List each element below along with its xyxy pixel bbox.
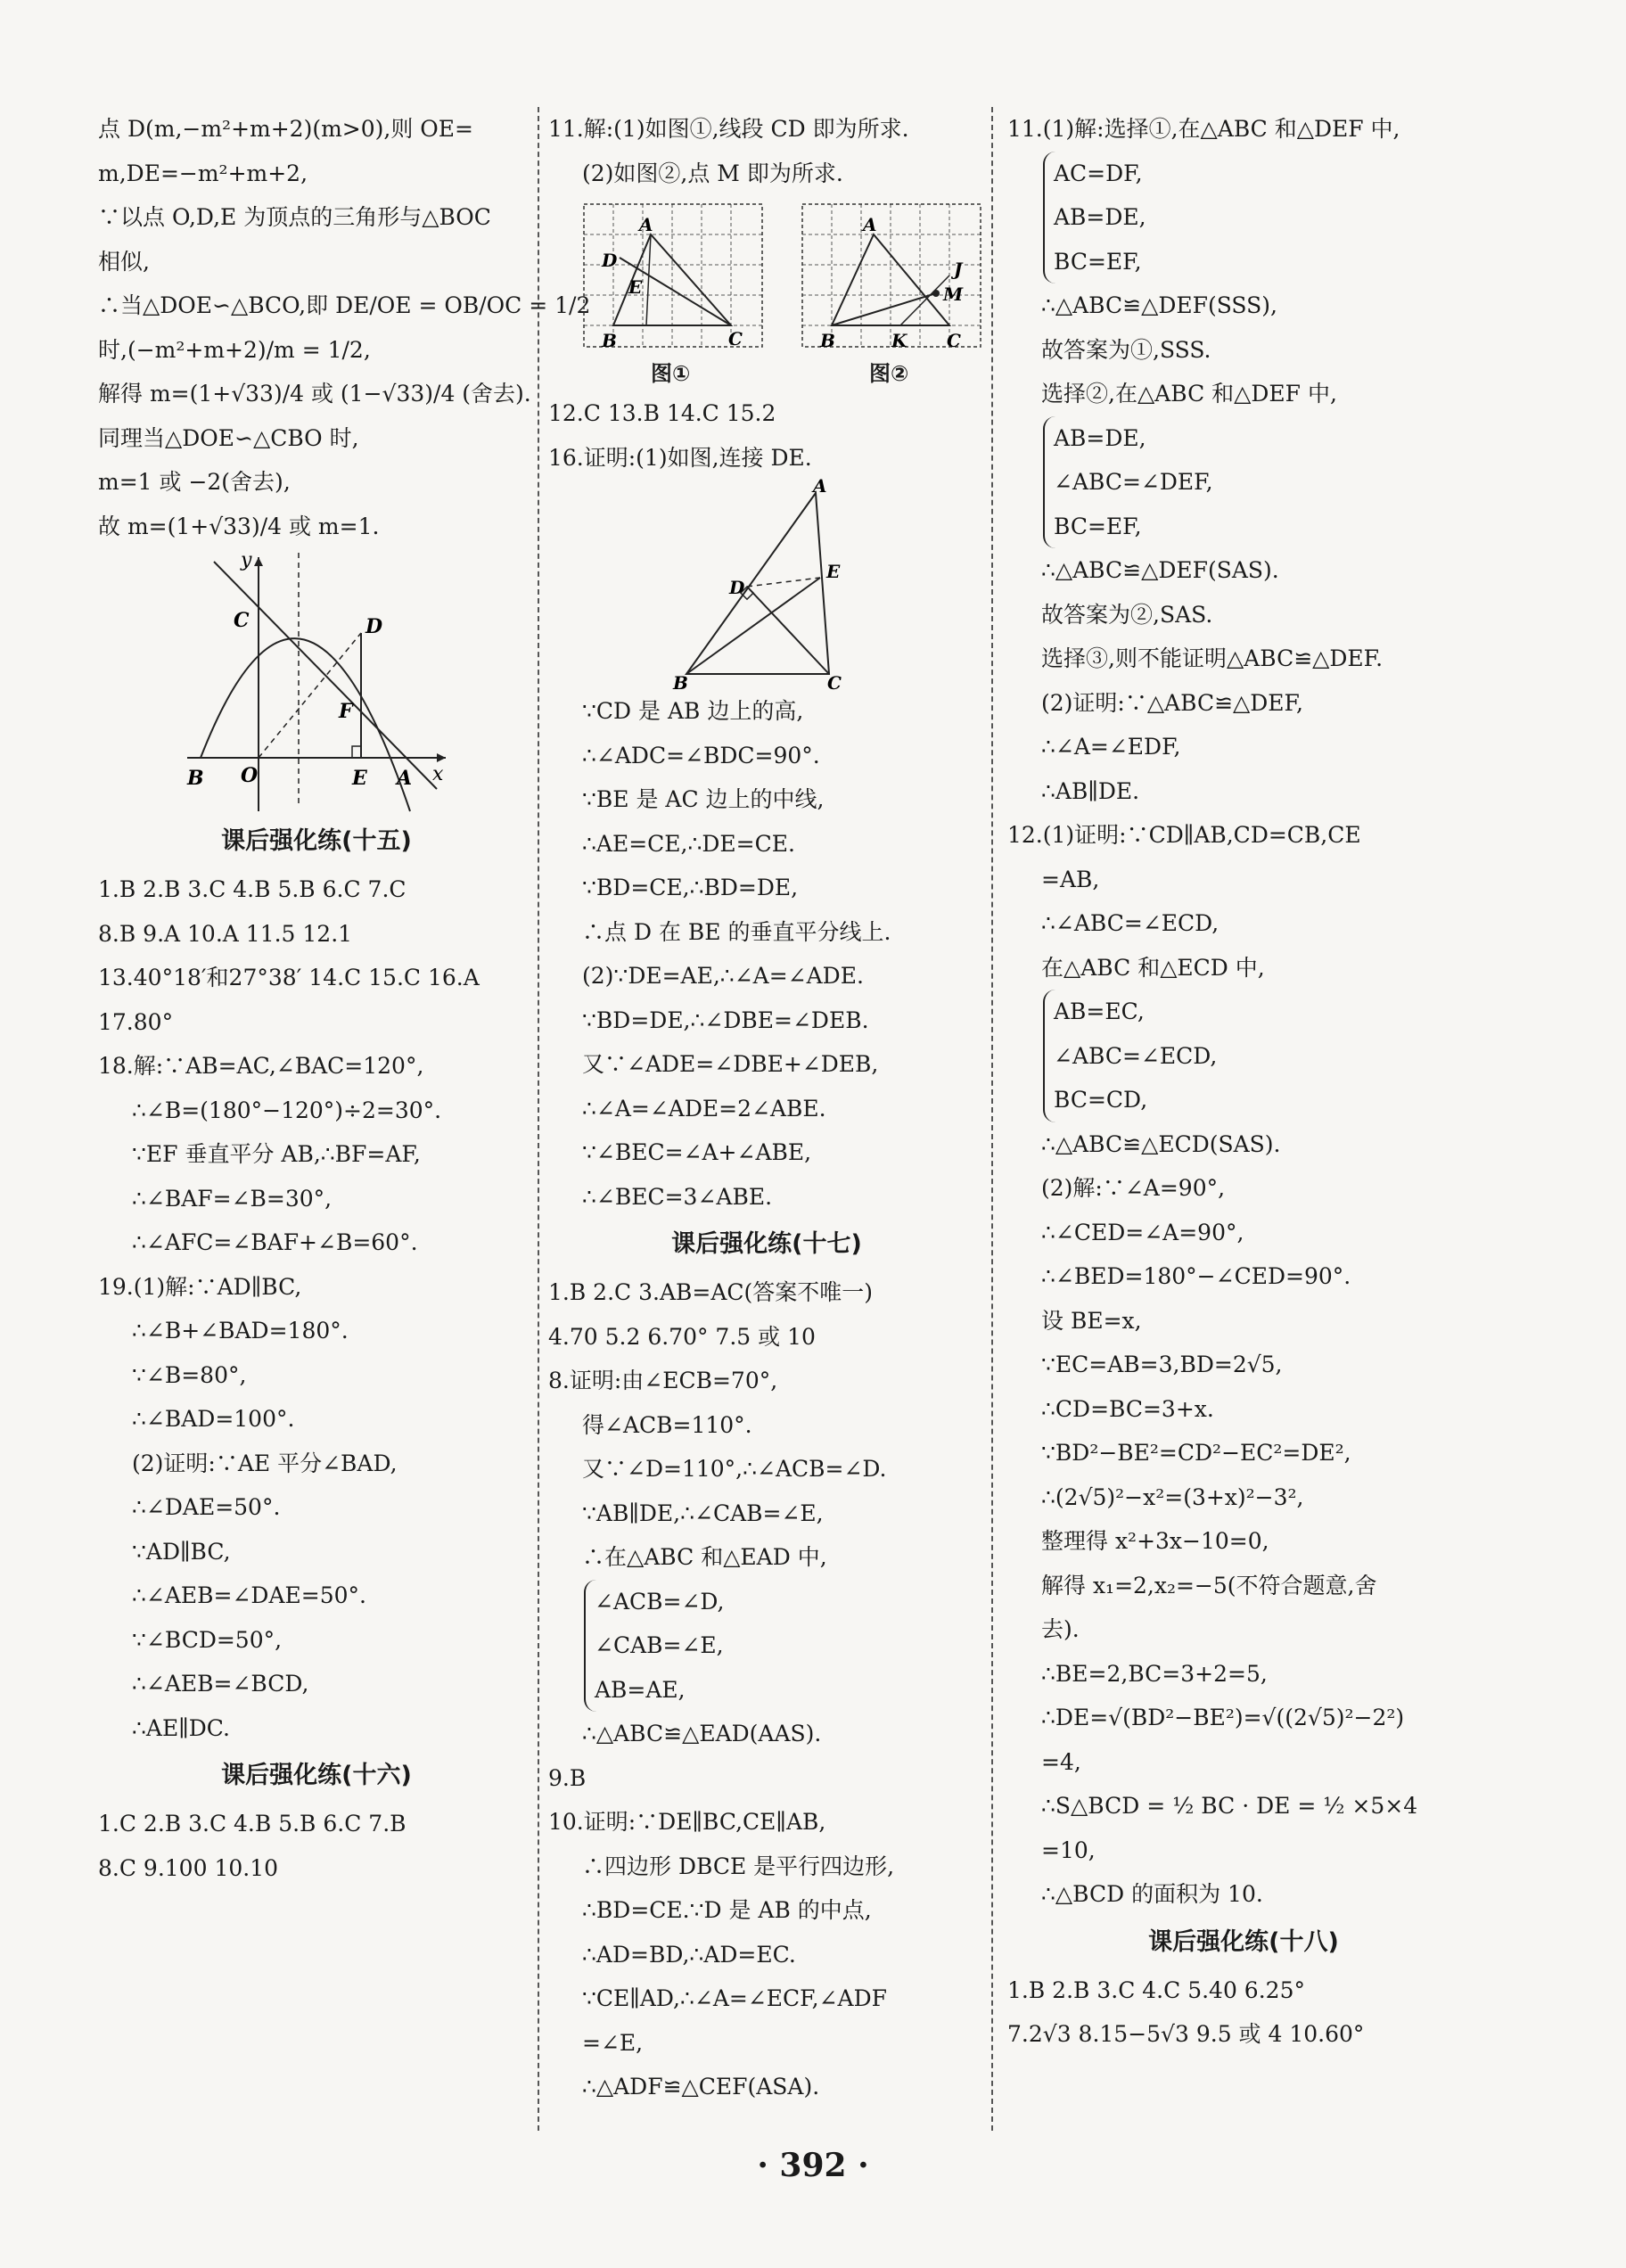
tri-label: E [826, 561, 841, 582]
tri-label: C [827, 672, 842, 694]
section-heading-15: 课后强化练(十五) [221, 827, 412, 855]
answer-line: 13.40°18′和27°38′ 14.C 15.C 16.A [98, 965, 480, 990]
text-line: ∴∠AEB=∠BCD, [132, 1671, 309, 1697]
graph-label: C [234, 609, 250, 632]
text-line: ∴∠AFC=∠BAF+∠B=60°. [132, 1229, 418, 1255]
text-line: ∴∠A=∠ADE=2∠ABE. [582, 1095, 826, 1122]
section-heading-18: 课后强化练(十八) [1148, 1927, 1339, 1956]
text-line: 去). [1041, 1616, 1080, 1642]
text-line: ∵BD²−BE²=CD²−EC²=DE², [1041, 1440, 1351, 1466]
graph-label: A [397, 767, 413, 790]
text-line: 设 BE=x, [1041, 1307, 1142, 1334]
text-line: ∵AB∥DE,∴∠CAB=∠E, [582, 1500, 824, 1526]
text-line: ∴AE=CE,∴DE=CE. [582, 830, 795, 857]
text-line: (2)证明:∵△ABC≌△DEF, [1041, 689, 1303, 716]
text-line: 故 m=(1+√33)/4 或 m=1. [98, 513, 380, 539]
graph-label: O [241, 764, 259, 787]
fig2-caption: 图② [869, 361, 909, 386]
text-line: 8.证明:由∠ECB=70°, [548, 1368, 778, 1393]
text-line: ∵以点 O,D,E 为顶点的三角形与△BOC [98, 204, 491, 230]
text-line: ∵AD∥BC, [132, 1538, 231, 1565]
text-line: ∴∠B+∠BAD=180°. [132, 1318, 349, 1344]
section-heading-16: 课后强化练(十六) [221, 1762, 412, 1789]
text-line: ∵CD 是 AB 边上的高, [582, 698, 804, 724]
text-line: (2)解:∵∠A=90°, [1041, 1175, 1226, 1201]
answer-line: 1.B 2.B 3.C 4.C 5.40 6.25° [1007, 1976, 1305, 2003]
text-line: 12.C 13.B 14.C 15.2 [548, 400, 776, 426]
brace-line: ∠CAB=∠E, [595, 1632, 724, 1658]
brace-line: AB=EC, [1054, 998, 1145, 1024]
answer-line: 17.80° [98, 1008, 174, 1035]
text-line: ∵∠B=80°, [132, 1361, 247, 1388]
text-line: 时,(−m²+m+2)/m = 1/2, [98, 336, 371, 363]
text-line: 相似, [98, 248, 150, 275]
text-line: ∴AD=BD,∴AD=EC. [582, 1941, 796, 1968]
text-line: ∴△ABC≌△ECD(SAS). [1041, 1130, 1281, 1157]
text-line: ∴∠AEB=∠DAE=50°. [132, 1582, 366, 1608]
brace-line: AB=DE, [1054, 204, 1146, 230]
brace-line: BC=EF, [1054, 248, 1142, 275]
text-line: ∴BD=CE.∵D 是 AB 的中点, [582, 1897, 872, 1923]
col1-lines-a [98, 107, 591, 548]
text-line: 在△ABC 和△ECD 中, [1041, 954, 1265, 981]
fig1-label: C [728, 328, 743, 349]
answer-line: 7.2√3 8.15−5√3 9.5 或 4 10.60° [1007, 2021, 1365, 2047]
text-line: (2)证明:∵AE 平分∠BAD, [132, 1450, 398, 1476]
text-line: (2)如图②,点 M 即为所求. [582, 160, 843, 186]
condition-brace [584, 1580, 985, 1713]
text-line: ∵BE 是 AC 边上的中线, [582, 786, 825, 812]
section-heading-17: 课后强化练(十七) [671, 1230, 862, 1258]
column-separator-2 [991, 107, 993, 2131]
grid-figures [548, 195, 985, 391]
text-line: 又∵∠ADE=∠DBE+∠DEB, [582, 1051, 879, 1077]
text-line: ∴△BCD 的面积为 10. [1041, 1881, 1263, 1907]
fig2-label: J [954, 259, 963, 280]
text-line: ∴∠DAE=50°. [132, 1494, 281, 1520]
text-line: ∵BD=DE,∴∠DBE=∠DEB. [582, 1007, 869, 1033]
fig1-caption: 图① [651, 361, 691, 386]
text-line: ∴(2√5)²−x²=(3+x)²−3², [1041, 1483, 1304, 1510]
fig1-label: A [639, 214, 653, 235]
page-number: · 392 · [757, 2147, 869, 2184]
text-line: ∴当△DOE∽△BCO,即 DE/OE = OB/OC = 1/2 [98, 292, 591, 318]
text-line: =∠E, [582, 2029, 644, 2056]
fig2-label: K [891, 330, 907, 351]
brace-line: AB=AE, [595, 1676, 686, 1703]
text-line: ∴△ABC≌△EAD(AAS). [582, 1721, 822, 1746]
text-line: 12.(1)证明:∵CD∥AB,CD=CB,CE [1007, 822, 1361, 848]
fig2-label: C [947, 330, 961, 351]
fig1-label: E [628, 276, 643, 298]
text-line: ∵EC=AB=3,BD=2√5, [1041, 1352, 1283, 1377]
brace-line: AC=DF, [1054, 160, 1143, 186]
answer-line: 8.C 9.100 10.10 [98, 1854, 279, 1881]
grid-figure-2 [802, 204, 990, 356]
brace-line: ∠ACB=∠D, [595, 1588, 725, 1615]
text-line: ∴∠ABC=∠ECD, [1041, 910, 1220, 936]
text-line: 16.证明:(1)如图,连接 DE. [548, 444, 812, 471]
text-line: ∴CD=BC=3+x. [1041, 1395, 1214, 1422]
text-line: =AB, [1041, 866, 1100, 892]
column-separator-1 [538, 107, 539, 2131]
text-line: 故答案为①,SSS. [1041, 336, 1211, 363]
text-line: ∴∠BED=180°−∠CED=90°. [1041, 1263, 1351, 1289]
text-line: ∵BD=CE,∴BD=DE, [582, 875, 799, 900]
condition-brace-1 [1043, 152, 1480, 284]
text-line: ∴AB∥DE. [1041, 777, 1140, 804]
text-line: ∴△ADF≌△CEF(ASA). [582, 2074, 820, 2100]
text-line: ∴四边形 DBCE 是平行四边形, [582, 1853, 895, 1879]
answer-line: 1.C 2.B 3.C 4.B 5.B 6.C 7.B [98, 1811, 406, 1837]
text-line: 故答案为②,SAS. [1041, 601, 1213, 628]
text-line: 同理当△DOE∽△CBO 时, [98, 424, 359, 451]
tri-label: D [729, 577, 745, 598]
text-line: ∵EF 垂直平分 AB,∴BF=AF, [132, 1141, 421, 1167]
text-line: 又∵∠D=110°,∴∠ACB=∠D. [582, 1456, 887, 1482]
text-line: 18.解:∵AB=AC,∠BAC=120°, [98, 1053, 424, 1079]
text-line: 9.B [548, 1764, 587, 1791]
graph-label: y [241, 549, 252, 571]
condition-brace-3 [1043, 990, 1480, 1122]
text-line: (2)∵DE=AE,∴∠A=∠ADE. [582, 963, 864, 989]
text-line: 整理得 x²+3x−10=0, [1041, 1528, 1269, 1554]
grid-figure-1 [584, 204, 771, 356]
brace-line: BC=EF, [1054, 513, 1142, 539]
fig1-label: B [602, 330, 617, 351]
parabola-graph [169, 548, 464, 816]
column-2 [548, 107, 985, 2104]
text-line: ∴AE∥DC. [132, 1714, 230, 1741]
text-line: ∴∠ADC=∠BDC=90°. [582, 742, 820, 768]
answer-line: 1.B 2.B 3.C 4.B 5.B 6.C 7.C [98, 876, 406, 902]
text-line: 得∠ACB=110°. [582, 1411, 752, 1438]
triangle-figure [642, 475, 891, 694]
text-line: ∴DE=√(BD²−BE²)=√((2√5)²−2²) [1041, 1705, 1405, 1730]
graph-label: E [352, 767, 367, 790]
text-line: ∴△ABC≌△DEF(SSS), [1041, 292, 1277, 318]
condition-brace-2 [1043, 416, 1480, 549]
text-line: ∴∠A=∠EDF, [1041, 734, 1181, 760]
fig2-label: M [943, 284, 964, 305]
text-line: m=1 或 −2(舍去), [98, 469, 291, 495]
tri-label: B [673, 672, 688, 694]
text-line: =4, [1041, 1748, 1081, 1775]
text-line: ∴∠BAD=100°. [132, 1406, 295, 1432]
graph-label: x [432, 763, 444, 785]
graph-label: D [365, 615, 383, 638]
text-line: 解得 x₁=2,x₂=−5(不符合题意,舍 [1041, 1572, 1377, 1598]
text-line: ∵∠BEC=∠A+∠ABE, [582, 1139, 812, 1165]
text-line: 10.证明:∵DE∥BC,CE∥AB, [548, 1809, 826, 1835]
text-line: ∴∠BEC=3∠ABE. [582, 1183, 773, 1210]
brace-line: ∠ABC=∠DEF, [1054, 469, 1213, 495]
fig2-label: B [820, 330, 835, 351]
text-line: ∴∠CED=∠A=90°, [1041, 1219, 1244, 1245]
fig1-label: D [602, 250, 618, 271]
brace-line: AB=DE, [1054, 424, 1146, 451]
answer-line: 1.B 2.C 3.AB=AC(答案不唯一) [548, 1279, 874, 1305]
text-line: ∵∠BCD=50°, [132, 1626, 283, 1653]
text-line: ∴△ABC≌△DEF(SAS). [1041, 557, 1279, 583]
answer-line: 8.B 9.A 10.A 11.5 12.1 [98, 920, 353, 947]
text-line: ∴∠B=(180°−120°)÷2=30°. [132, 1097, 442, 1123]
brace-line: ∠ABC=∠ECD, [1054, 1042, 1218, 1069]
text-line: 解得 m=(1+√33)/4 或 (1−√33)/4 (舍去). [98, 381, 531, 407]
graph-label: B [187, 767, 204, 790]
text-line: 选择②,在△ABC 和△DEF 中, [1041, 381, 1337, 407]
text-line: m,DE=−m²+m+2, [98, 160, 308, 186]
graph-label: F [339, 700, 353, 723]
text-line: ∴点 D 在 BE 的垂直平分线上. [582, 918, 891, 945]
text-line: 11.解:(1)如图①,线段 CD 即为所求. [548, 116, 909, 142]
fig2-label: A [863, 214, 877, 235]
text-line: 点 D(m,−m²+m+2)(m>0),则 OE= [98, 116, 473, 142]
brace-line: BC=CD, [1054, 1087, 1148, 1113]
text-line: ∴在△ABC 和△EAD 中, [582, 1544, 827, 1570]
text-line: ∴S△BCD = ½ BC · DE = ½ ×5×4 [1041, 1793, 1418, 1819]
text-line: =10, [1041, 1837, 1096, 1863]
text-line: ∴BE=2,BC=3+2=5, [1041, 1660, 1268, 1687]
tri-label: A [813, 475, 827, 497]
text-line: 选择③,则不能证明△ABC≌△DEF. [1041, 645, 1384, 671]
text-line: ∴∠BAF=∠B=30°, [132, 1185, 333, 1212]
text-line: 19.(1)解:∵AD∥BC, [98, 1273, 302, 1300]
text-line: ∵CE∥AD,∴∠A=∠ECF,∠ADF [582, 1985, 887, 2011]
column-3 [1007, 107, 1480, 2104]
answer-line: 4.70 5.2 6.70° 7.5 或 10 [548, 1323, 816, 1350]
text-line: 11.(1)解:选择①,在△ABC 和△DEF 中, [1007, 116, 1400, 142]
